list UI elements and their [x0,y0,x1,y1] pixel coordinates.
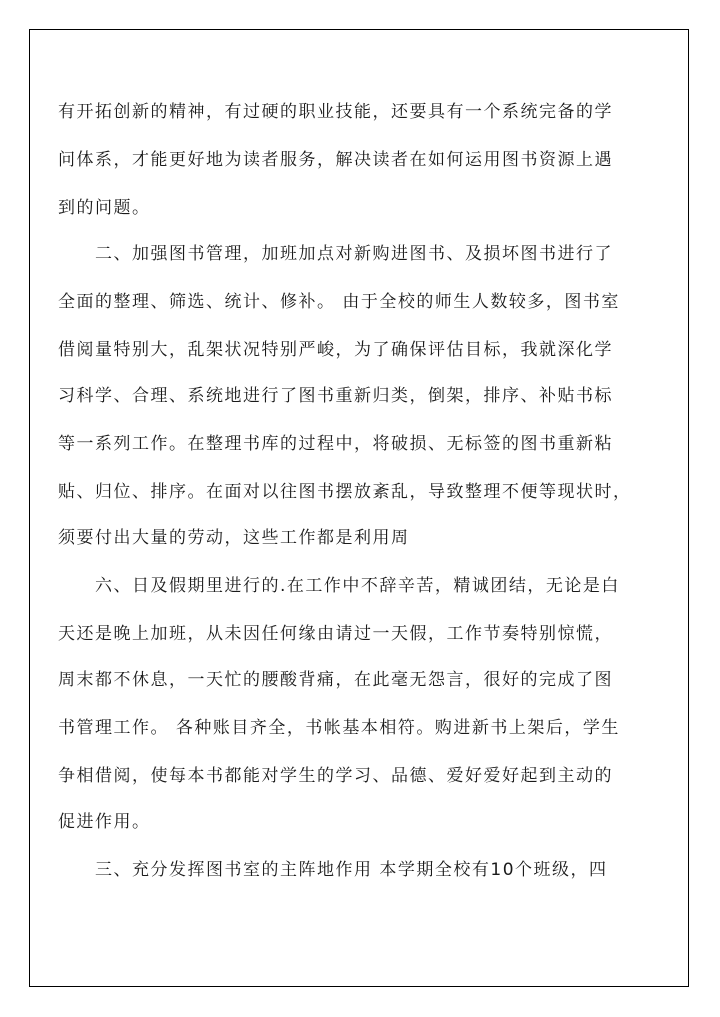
paragraph-start-line: 三、充分发挥图书室的主阵地作用 本学期全校有10个班级，四 [95,860,608,880]
paragraph-start-line: 二、加强图书管理，加班加点对新购进图书、及损坏图书进行了 [95,244,613,264]
text-line: 借阅量特别大，乱架状况特别严峻，为了确保评估目标，我就深化学 [58,340,613,360]
paragraph-start-line: 六、日及假期里进行的.在工作中不辞辛苦，精诚团结，无论是白 [95,576,620,596]
text-line: 周末都不休息，一天忙的腰酸背痛，在此毫无怨言，很好的完成了图 [58,670,613,690]
text-line: 问体系，才能更好地为读者服务，解决读者在如何运用图书资源上遇 [58,150,613,170]
text-line: 习科学、合理、系统地进行了图书重新归类，倒架，排序、补贴书标 [58,386,613,406]
text-line: 天还是晚上加班，从未因任何缘由请过一天假，工作节奏特别惊慌， [58,624,613,644]
text-line: 全面的整理、筛选、统计、修补。 由于全校的师生人数较多，图书室 [58,292,620,312]
page-border [29,29,689,987]
text-line: 促进作用。 [58,812,151,832]
text-line: 争相借阅，使每本书都能对学生的学习、品德、爱好爱好起到主动的 [58,766,613,786]
text-line: 须要付出大量的劳动，这些工作都是利用周 [58,528,410,548]
text-line: 等一系列工作。在整理书库的过程中，将破损、无标签的图书重新粘 [58,434,613,454]
text-line: 贴、归位、排序。在面对以往图书摆放紊乱，导致整理不便等现状时， [58,482,632,502]
text-line: 有开拓创新的精神，有过硬的职业技能，还要具有一个系统完备的学 [58,102,613,122]
text-line: 书管理工作。 各种账目齐全，书帐基本相符。购进新书上架后，学生 [58,718,620,738]
text-line: 到的问题。 [58,198,151,218]
